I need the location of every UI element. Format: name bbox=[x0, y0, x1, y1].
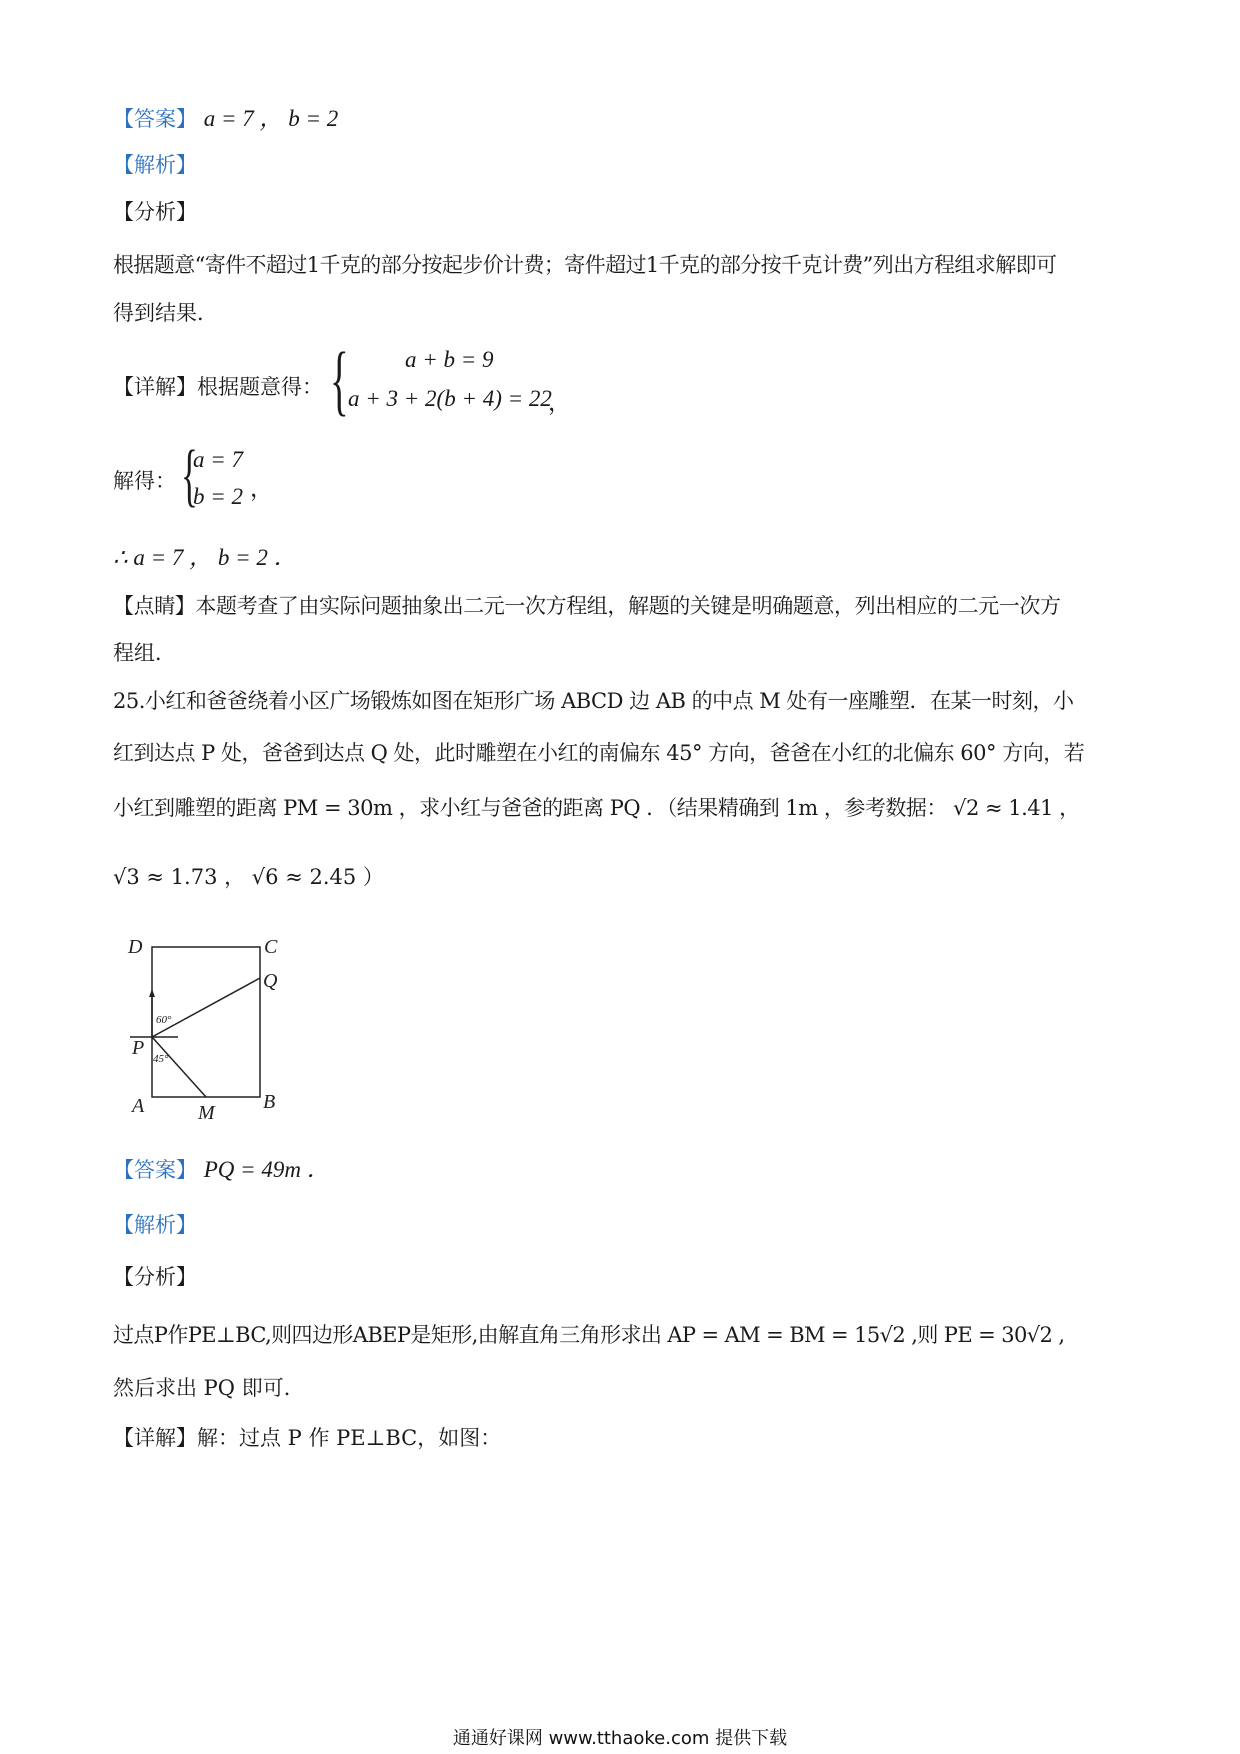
q25-fenxi-line-2: 然后求出 PQ 即可． bbox=[113, 1376, 305, 1400]
label-m: M bbox=[198, 1102, 215, 1120]
arrowhead bbox=[149, 989, 155, 997]
therefore-line: ∴ a = 7 ， b = 2 ． bbox=[113, 545, 297, 570]
label-p: P bbox=[132, 1037, 145, 1059]
q25-line-2: 红到达点 P 处，爸爸到达点 Q 处，此时雕塑在小红的南偏东 45° 方向，爸爸在小红的北偏东 60° 方向，若 bbox=[113, 741, 1085, 765]
q25-detail-line bbox=[113, 1423, 501, 1453]
detail-line bbox=[113, 372, 323, 402]
fenxi-tag: 【分析】 bbox=[113, 1265, 197, 1289]
point-tag: 【点睛】 bbox=[113, 594, 196, 618]
solve-label: 解得： bbox=[113, 469, 176, 493]
equation-2: a + 3 + 2(b + 4) = 22 bbox=[348, 386, 552, 411]
solution-1: a = 7 bbox=[193, 447, 244, 472]
answer-text: a = 7 ， b = 2 bbox=[203, 106, 339, 131]
segment-pm bbox=[152, 1037, 206, 1097]
solution-comma: ， bbox=[250, 476, 273, 501]
q25-line-3: 小红到雕塑的距离 PM = 30m ，求小红与爸爸的距离 PQ ．（结果精确到 1m ，参考数据： √2 ≈ 1.41 ， bbox=[113, 796, 1080, 820]
label-b: B bbox=[263, 1091, 276, 1113]
detail-tag: 【详解】 bbox=[113, 1426, 197, 1450]
point-text: 本题考查了由实际问题抽象出二元一次方程组，解题的关键是明确题意，列出相应的二元一次方 bbox=[195, 594, 1061, 618]
solution-brace: { bbox=[181, 437, 198, 514]
point-line-1 bbox=[113, 591, 1061, 621]
detail-tag: 【详解】 bbox=[113, 375, 197, 399]
q25-fenxi-line-1: 过点P作PE⊥BC,则四边形ABEP是矩形,由解直角三角形求出 AP = AM = BM = 15√2 ,则 PE = 30√2 , bbox=[113, 1323, 1065, 1347]
q25-line-1: 25.小红和爸爸绕着小区广场锻炼如图在矩形广场 ABCD 边 AB 的中点 M 处有一座雕塑．在某一时刻，小 bbox=[113, 689, 1074, 713]
analysis-tag: 【解析】 bbox=[113, 153, 197, 177]
solution-2: b = 2 bbox=[193, 484, 244, 509]
label-a: A bbox=[132, 1095, 145, 1117]
answer-text: PQ = 49m ． bbox=[203, 1157, 330, 1182]
angle-60: 60° bbox=[156, 1014, 172, 1026]
fenxi-line-1: 根据题意“寄件不超过1千克的部分按起步价计费；寄件超过1千克的部分按千克计费”列出方程组求解即可 bbox=[113, 253, 1057, 277]
label-d: D bbox=[128, 936, 143, 958]
page-footer: 通通好课网 www.tthaoke.com 提供下载 bbox=[452, 1728, 788, 1749]
answer-tag: 【答案】 bbox=[113, 1158, 197, 1182]
detail-text: 根据题意得： bbox=[197, 375, 323, 399]
detail-text: 解：过点 P 作 PE⊥BC，如图： bbox=[197, 1426, 502, 1450]
fenxi-tag: 【分析】 bbox=[113, 200, 197, 224]
q24-answer-line bbox=[113, 104, 338, 134]
equation-brace: { bbox=[330, 336, 349, 423]
rectangle-figure bbox=[120, 925, 310, 1120]
point-line-2: 程组． bbox=[113, 641, 176, 665]
answer-tag: 【答案】 bbox=[113, 107, 197, 131]
label-q: Q bbox=[263, 970, 278, 992]
fenxi-line-2: 得到结果． bbox=[113, 301, 218, 325]
equation-1: a + b = 9 bbox=[405, 347, 494, 372]
analysis-tag: 【解析】 bbox=[113, 1213, 197, 1237]
q25-answer-line bbox=[113, 1155, 330, 1185]
equation-comma: ， bbox=[548, 390, 571, 415]
angle-45: 45° bbox=[153, 1053, 169, 1065]
q25-line-4: √3 ≈ 1.73 ， √6 ≈ 2.45 ） bbox=[113, 865, 384, 889]
segment-pq bbox=[152, 978, 260, 1037]
label-c: C bbox=[264, 936, 278, 958]
